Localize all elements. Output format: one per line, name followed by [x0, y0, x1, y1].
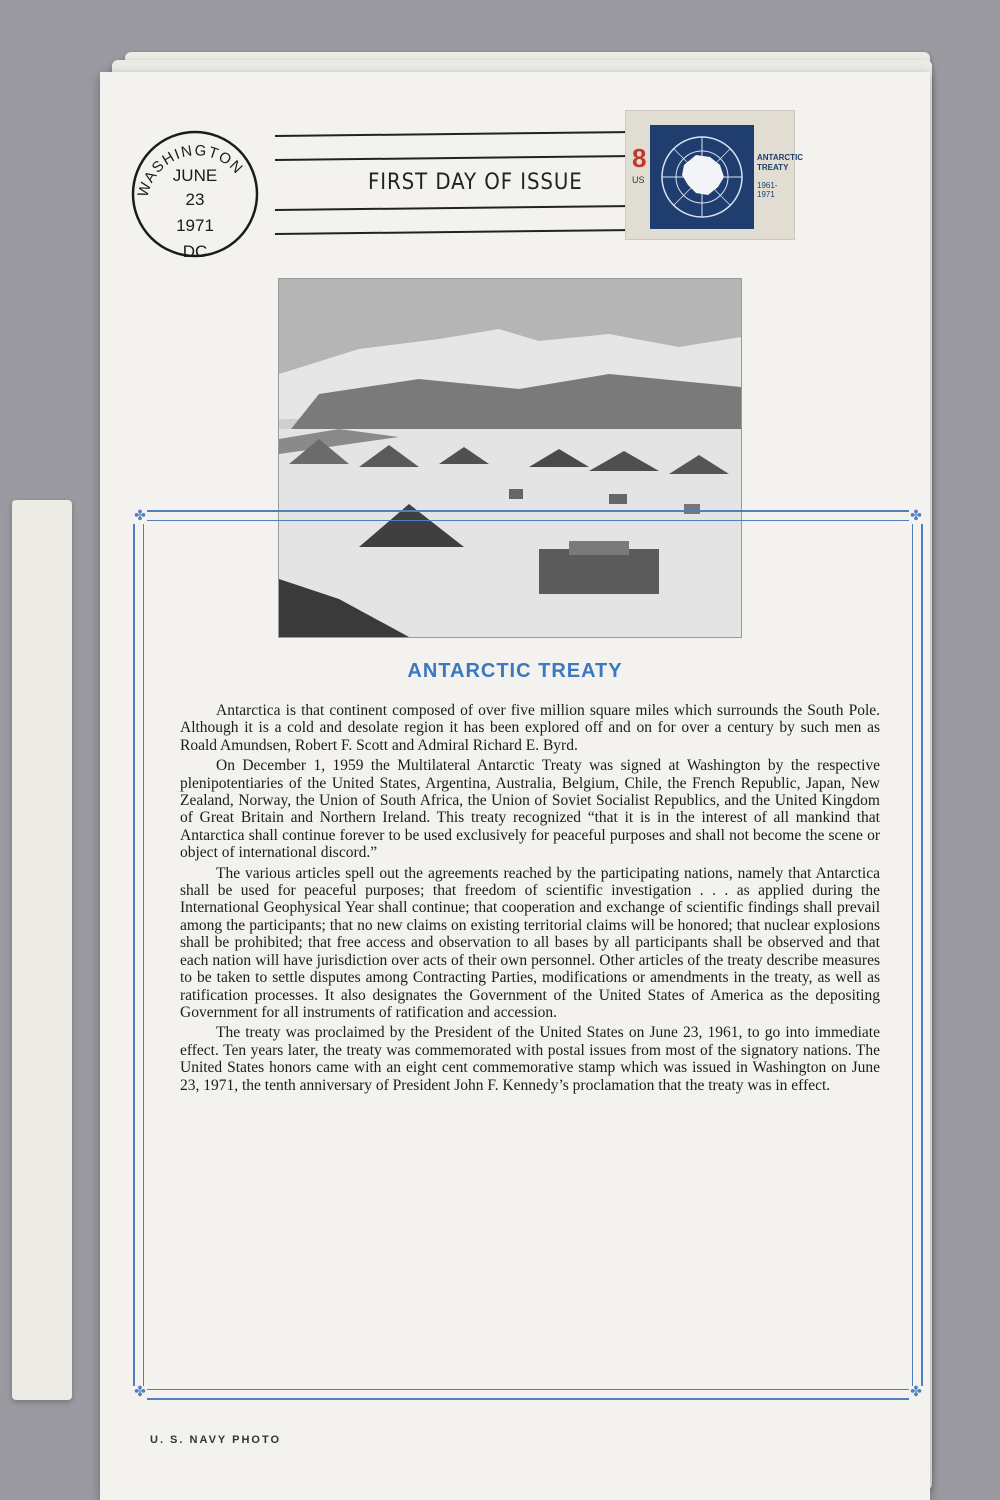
- antarctica-map-icon: [650, 125, 754, 229]
- frame-corner-ornament-icon: ✤: [134, 1385, 146, 1400]
- postmark-year: 1971: [176, 216, 214, 235]
- first-day-cover-card: [100, 72, 930, 1500]
- frame-corner-ornament-icon: ✤: [910, 1385, 922, 1400]
- article-body: [180, 702, 880, 1097]
- frame-corner-ornament-icon: ✤: [134, 509, 146, 524]
- postmark-state: DC: [182, 242, 208, 261]
- stamp-country: US: [632, 175, 645, 185]
- postmark-city: WASHINGTON: [134, 142, 247, 200]
- article-paragraph: Antarctica is that continent composed of over five million square miles which surrounds the South Pole. Although it is a cold and desolate region it has been explored off and on for over a century by such men as Roald Amundsen, Robert F. Scott and Admiral Richard E. Byrd.: [180, 702, 880, 754]
- stamp-years: 1961-1971: [757, 181, 778, 199]
- stamp-value: 8: [632, 143, 647, 173]
- article-title: ANTARCTIC TREATY: [407, 660, 623, 682]
- photo-credit: U. S. NAVY PHOTO: [150, 1434, 282, 1446]
- stamp-map-field: [650, 125, 754, 229]
- postmark-month: JUNE: [172, 166, 218, 185]
- frame-corner-ornament-icon: ✤: [910, 509, 922, 524]
- postmark-day: 23: [185, 190, 205, 209]
- first-day-of-issue-cancel: FIRST DAY OF ISSUE: [368, 170, 583, 195]
- article-paragraph: On December 1, 1959 the Multilateral Antarctic Treaty was signed at Washington by the respective plenipotentiaries of the United States, Argentina, Australia, Belgium, Chile, the French Republic, Japan, New Zealand, Norway, the Union of South Africa, the Union of Soviet Socialist Republics, and the United Kingdom of Great Britain and Northern Ireland. This treaty recognized “that it is in the interest of all mankind that Antarctica shall continue forever to be used exclusively for peaceful purposes and shall not become the scene or object of international discord.”: [180, 757, 880, 862]
- postmark: [125, 124, 265, 264]
- stamp-title: ANTARCTIC TREATY: [757, 153, 804, 172]
- stacked-sheet-left: [12, 500, 72, 1400]
- antarctic-treaty-stamp: [625, 110, 804, 240]
- article-paragraph: The treaty was proclaimed by the President of the United States on June 23, 1961, to go into immediate effect. Ten years later, the treaty was commemorated with postal issues from most of the signatory nations. The United States honors came with an eight cent commemorative stamp which was issued in Washington on June 23, 1971, the tenth anniversary of President John F. Kennedy’s proclamation that the treaty was in effect.: [180, 1024, 880, 1094]
- article-paragraph: The various articles spell out the agreements reached by the participating nations, namely that Antarctica shall be used for peaceful purposes; that freedom of scientific investigation . . . as applied during the International Geophysical Year shall continue; that cooperation and exchange of scientific findings shall prevail among the participants; that no new claims on existing territorial claims will be honored; that nuclear explosions shall be prohibited; that free access and observation to all bases by all participants shall be observed and that each nation will have jurisdiction over acts of their own personnel. Other articles of the treaty describe measures to be taken to settle disputes among Contracting Parties, modifications or amendments in the treaty, as well as ratification processes. It also designates the Government of the United States of America as the depositing Government for all instruments of ratification and accession.: [180, 864, 880, 1021]
